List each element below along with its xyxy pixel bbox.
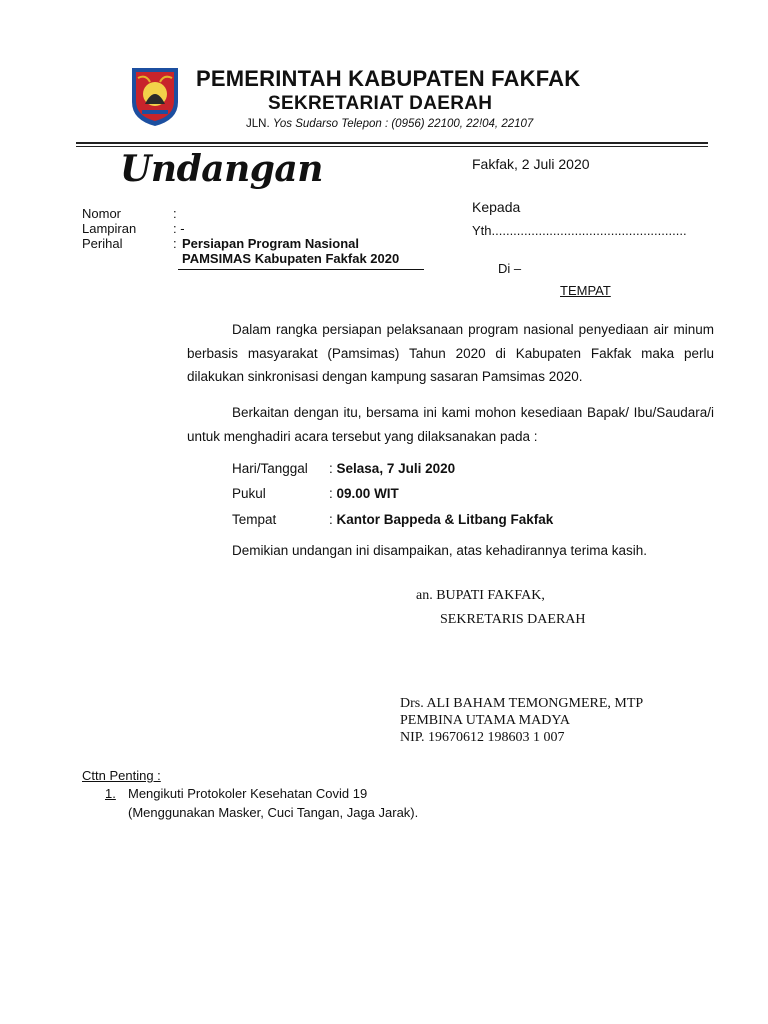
detail-label-date: Hari/Tanggal <box>232 461 308 476</box>
detail-value-place: : Kantor Bappeda & Litbang Fakfak <box>329 512 554 527</box>
detail-label-place: Tempat <box>232 512 277 527</box>
detail-label-time: Pukul <box>232 486 266 501</box>
letterhead-title: PEMERINTAH KABUPATEN FAKFAK <box>196 66 581 91</box>
letterhead-subtitle: SEKRETARIAT DAERAH <box>268 93 493 114</box>
detail-value-time: : 09.00 WIT <box>329 486 399 501</box>
header-rule-thin <box>76 146 708 147</box>
notes-heading: Cttn Penting : <box>82 768 161 783</box>
recipient-tempat: TEMPAT <box>560 283 611 298</box>
nomor-label: Nomor <box>82 206 122 221</box>
header-rule-thick <box>76 142 708 144</box>
detail-value-date: : Selasa, 7 Juli 2020 <box>329 461 456 476</box>
notes-item-line1: Mengikuti Protokoler Kesehatan Covid 19 <box>128 786 368 801</box>
perihal-underline <box>178 269 424 270</box>
perihal-label: Perihal <box>82 236 123 251</box>
perihal-line1: Persiapan Program Nasional <box>182 236 360 251</box>
signatory-rank: PEMBINA UTAMA MADYA <box>400 713 571 728</box>
body-paragraph-2: Berkaitan dengan itu, bersama ini kami mohon kesediaan Bapak/ Ibu/Saudara/i untuk menghadiri acara tersebut yang dilaksanakan pada : <box>187 405 714 444</box>
perihal-line2: PAMSIMAS Kabupaten Fakfak 2020 <box>182 251 400 266</box>
recipient-yth: Yth...................................................... <box>472 223 687 238</box>
signatory-nip: NIP. 19670612 198603 1 007 <box>400 730 565 745</box>
lampiran-value: : - <box>173 221 185 236</box>
recipient-kepada: Kepada <box>472 199 521 215</box>
notes-item-number: 1. <box>105 786 116 801</box>
nomor-sep: : <box>173 206 177 221</box>
perihal-sep: : <box>173 236 177 251</box>
notes-item-line2: (Menggunakan Masker, Cuci Tangan, Jaga Jarak). <box>128 805 419 820</box>
signatory-name: Drs. ALI BAHAM TEMONGMERE, MTP <box>400 696 644 711</box>
recipient-di: Di – <box>498 261 522 276</box>
letter-date: Fakfak, 2 Juli 2020 <box>472 156 590 172</box>
body-paragraph-1: Dalam rangka persiapan pelaksanaan program nasional penyediaan air minum berbasis masyarakat (Pamsimas) Tahun 2020 di Kabupaten Fakfak maka perlu dilakukan sinkronisasi dengan kampung sasaran Pamsimas 2020. <box>187 322 714 384</box>
closing-line: Demikian undangan ini disampaikan, atas kehadirannya terima kasih. <box>232 543 647 558</box>
signature-on-behalf: an. BUPATI FAKFAK, <box>416 588 545 603</box>
letterhead-address: JLN. Yos Sudarso Telepon : (0956) 22100, 22!04, 22107 <box>246 118 534 130</box>
document-title: Undangan <box>120 148 323 190</box>
lampiran-label: Lampiran <box>82 221 137 236</box>
regency-logo <box>128 64 182 128</box>
signature-office: SEKRETARIS DAERAH <box>440 612 586 627</box>
